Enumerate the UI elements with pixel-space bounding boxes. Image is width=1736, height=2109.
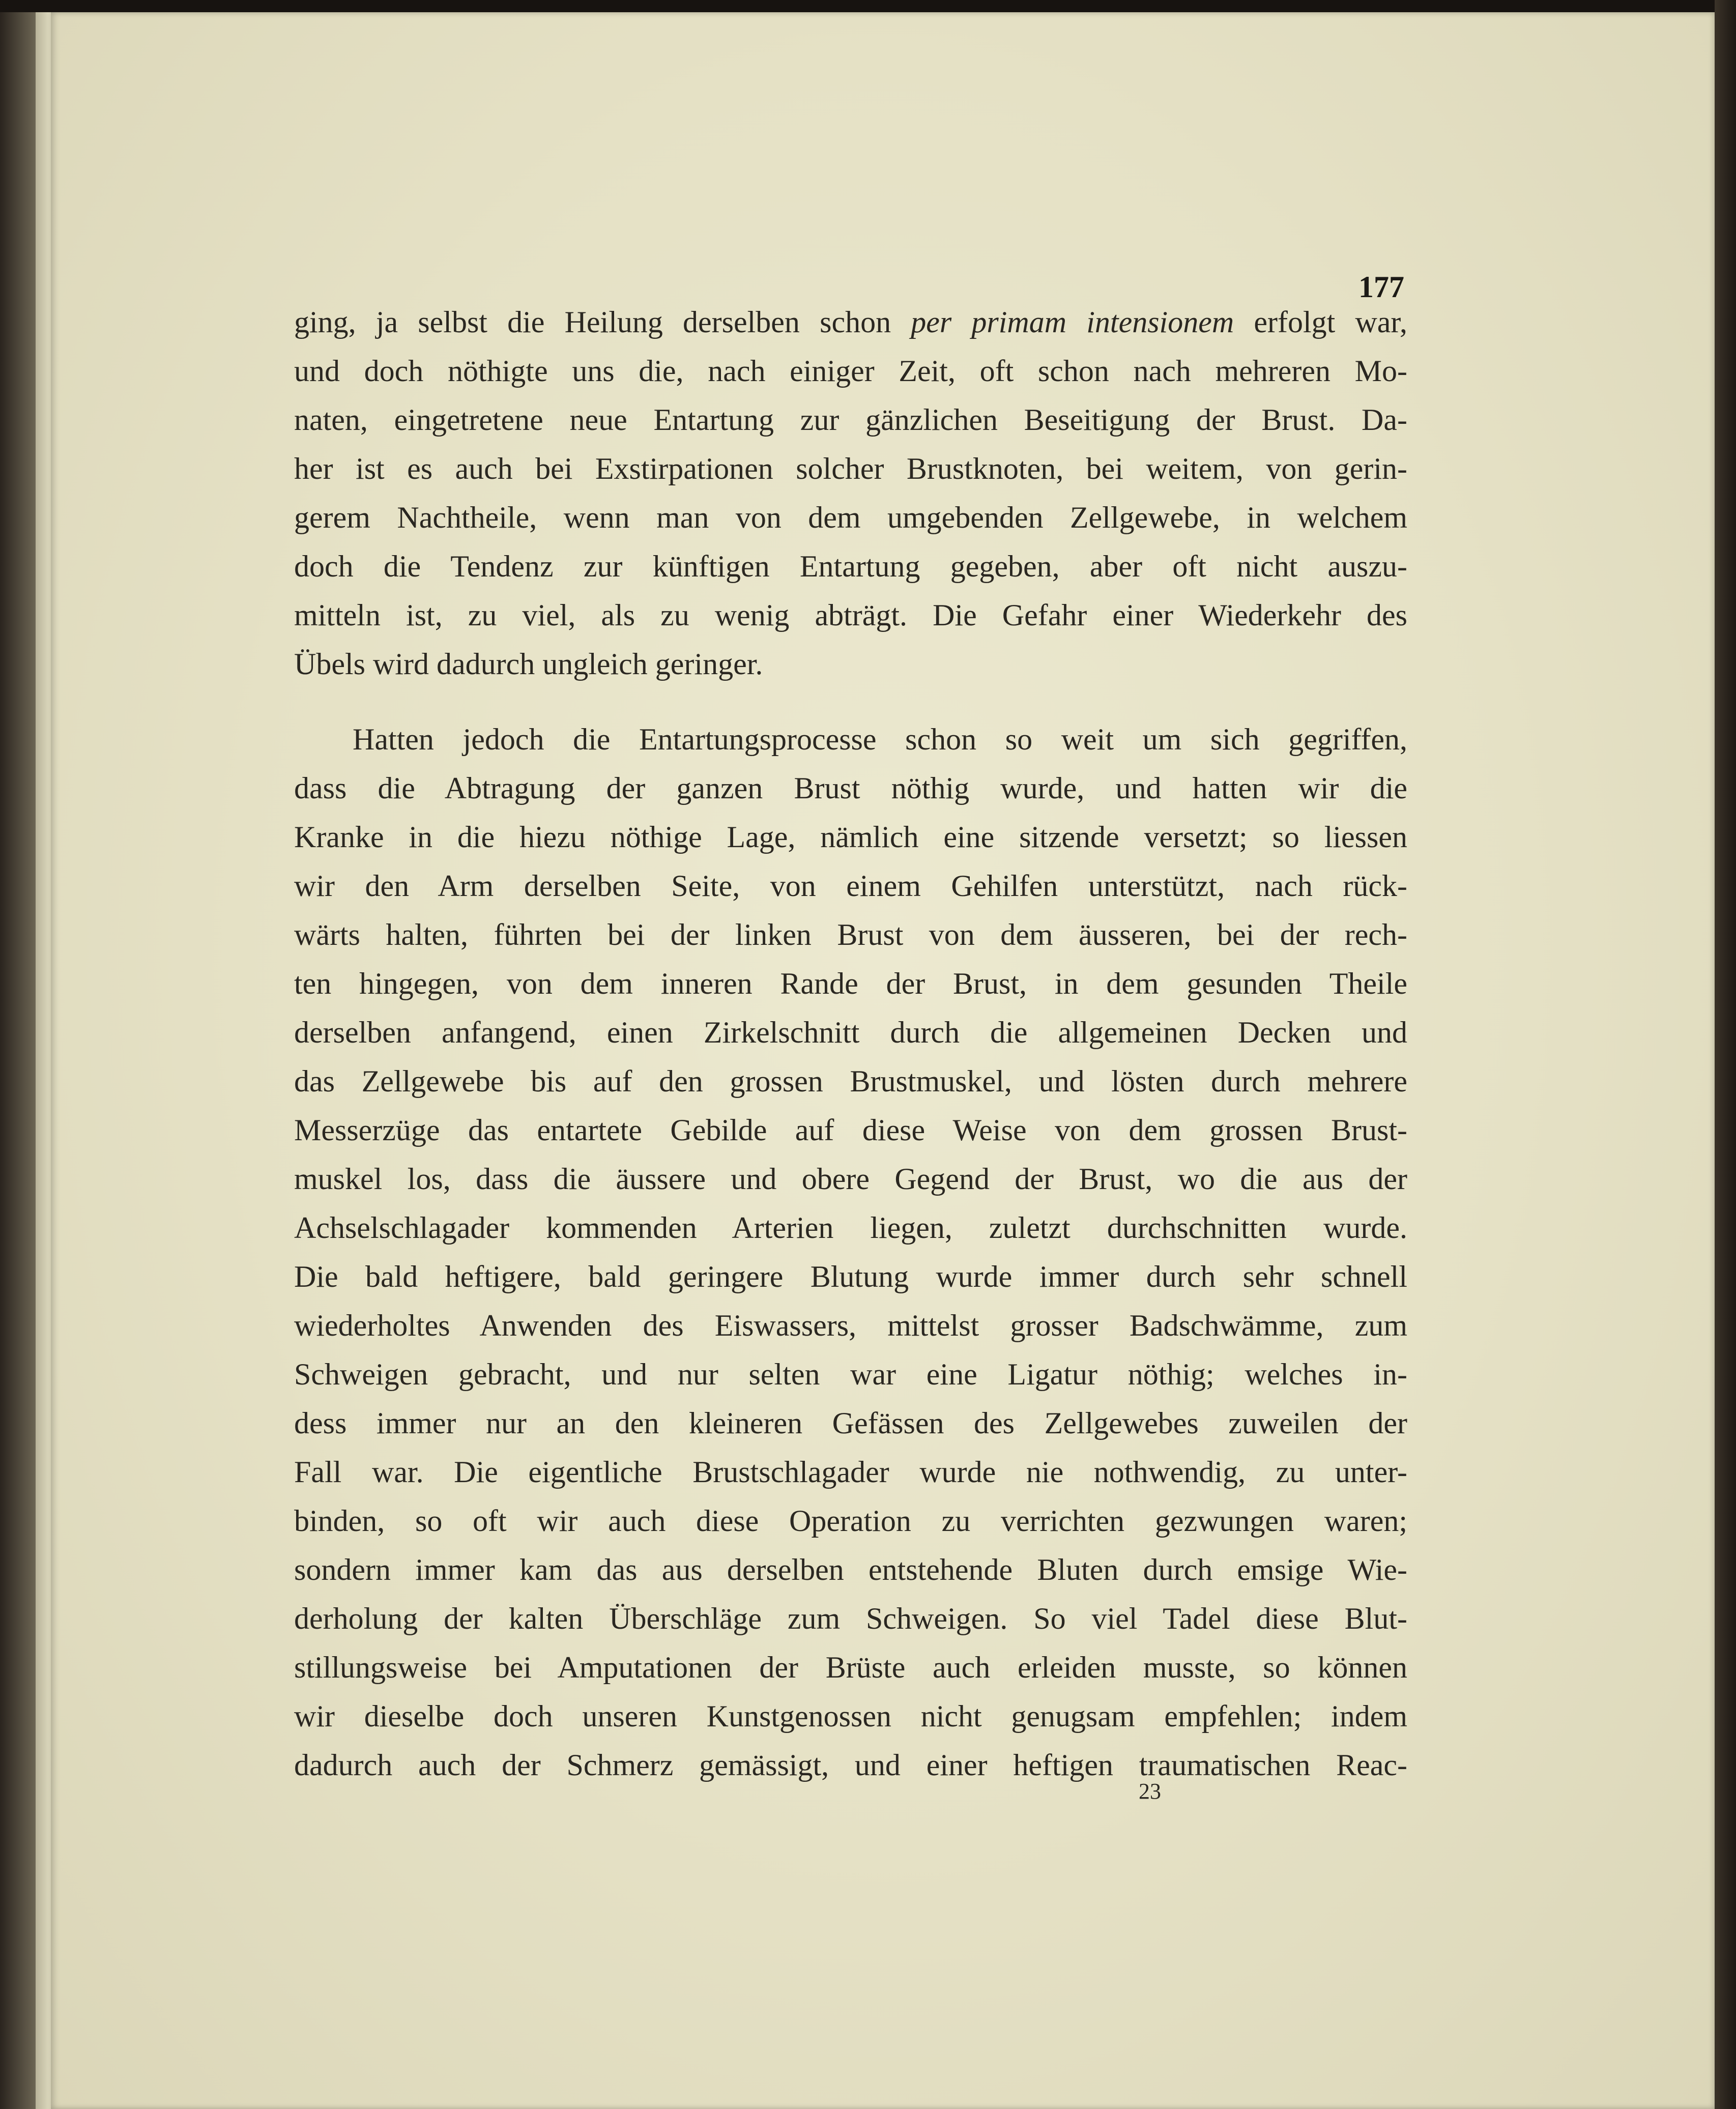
text-line: dass die Abtragung der ganzen Brust nöthig wurde, und hatten wir die [294, 771, 1407, 805]
latin-phrase: per primam intensionem [911, 305, 1234, 339]
text-line: Die bald heftigere, bald geringere Blutung wurde immer durch sehr schnell [294, 1260, 1407, 1293]
text-line: Schweigen gebracht, und nur selten war eine Ligatur nöthig; welches in- [294, 1357, 1407, 1391]
text-line: wir den Arm derselben Seite, von einem Gehilfen unterstützt, nach rück- [294, 869, 1407, 903]
text-line: sondern immer kam das aus derselben entstehende Bluten durch emsige Wie- [294, 1553, 1407, 1586]
paragraph-1 [294, 298, 1407, 688]
scan-border-right [1715, 0, 1736, 2109]
text-line: muskel los, dass die äussere und obere Gegend der Brust, wo die aus der [294, 1162, 1407, 1196]
text-line: derselben anfangend, einen Zirkelschnitt durch die allgemeinen Decken und [294, 1016, 1407, 1049]
text-run: erfolgt war, [1234, 305, 1407, 339]
text-line: doch die Tendenz zur künftigen Entartung gegeben, aber oft nicht auszu- [294, 550, 1407, 583]
page-number: 177 [1358, 270, 1404, 304]
text-line: ten hingegen, von dem inneren Rande der Brust, in dem gesunden Theile [294, 967, 1407, 1000]
text-line: wärts halten, führten bei der linken Brust von dem äusseren, bei der rech- [294, 918, 1407, 951]
text-line: gerem Nachtheile, wenn man von dem umgebenden Zellgewebe, in welchem [294, 501, 1407, 534]
text-line: wir dieselbe doch unseren Kunstgenossen nicht genugsam empfehlen; indem [294, 1699, 1407, 1733]
text-line [294, 298, 1407, 346]
text-line: Übels wird dadurch ungleich geringer. [294, 647, 763, 681]
text-line: mitteln ist, zu viel, als zu wenig abträgt. Die Gefahr einer Wiederkehr des [294, 598, 1407, 632]
text-line: Kranke in die hiezu nöthige Lage, nämlich eine sitzende versetzt; so liessen [294, 820, 1407, 854]
text-line: her ist es auch bei Exstirpationen solcher Brustknoten, bei weitem, von gerin- [294, 452, 1407, 485]
text-line: und doch nöthigte uns die, nach einiger Zeit, oft schon nach mehreren Mo- [294, 354, 1407, 388]
text-line: Messerzüge das entartete Gebilde auf diese Weise von dem grossen Brust- [294, 1113, 1407, 1147]
text-line: stillungsweise bei Amputationen der Brüste auch erleiden musste, so können [294, 1651, 1407, 1684]
page-body [294, 298, 1407, 1789]
text-line: derholung der kalten Überschläge zum Schweigen. So viel Tadel diese Blut- [294, 1602, 1407, 1635]
paragraph-spacing [294, 688, 1407, 715]
signature-mark: 23 [1139, 1779, 1161, 1804]
text-line: Achselschlagader kommenden Arterien liegen, zuletzt durchschnitten wurde. [294, 1211, 1407, 1245]
text-line: Hatten jedoch die Entartungsprocesse schon so weit um sich gegriffen, [353, 723, 1407, 756]
text-line: naten, eingetretene neue Entartung zur gänzlichen Beseitigung der Brust. Da- [294, 403, 1407, 437]
text-line: das Zellgewebe bis auf den grossen Brustmuskel, und lösten durch mehrere [294, 1064, 1407, 1098]
text-line: wiederholtes Anwenden des Eiswassers, mittelst grosser Badschwämme, zum [294, 1309, 1407, 1342]
text-run: ging, ja selbst die Heilung derselben schon [294, 305, 911, 339]
text-line: binden, so oft wir auch diese Operation zu verrichten gezwungen waren; [294, 1504, 1407, 1538]
text-line: dadurch auch der Schmerz gemässigt, und einer heftigen traumatischen Reac- [294, 1748, 1407, 1782]
text-line: dess immer nur an den kleineren Gefässen des Zellgewebes zuweilen der [294, 1406, 1407, 1440]
text-line: Fall war. Die eigentliche Brustschlagader wurde nie nothwendig, zu unter- [294, 1455, 1407, 1489]
paragraph-2 [294, 715, 1407, 1789]
